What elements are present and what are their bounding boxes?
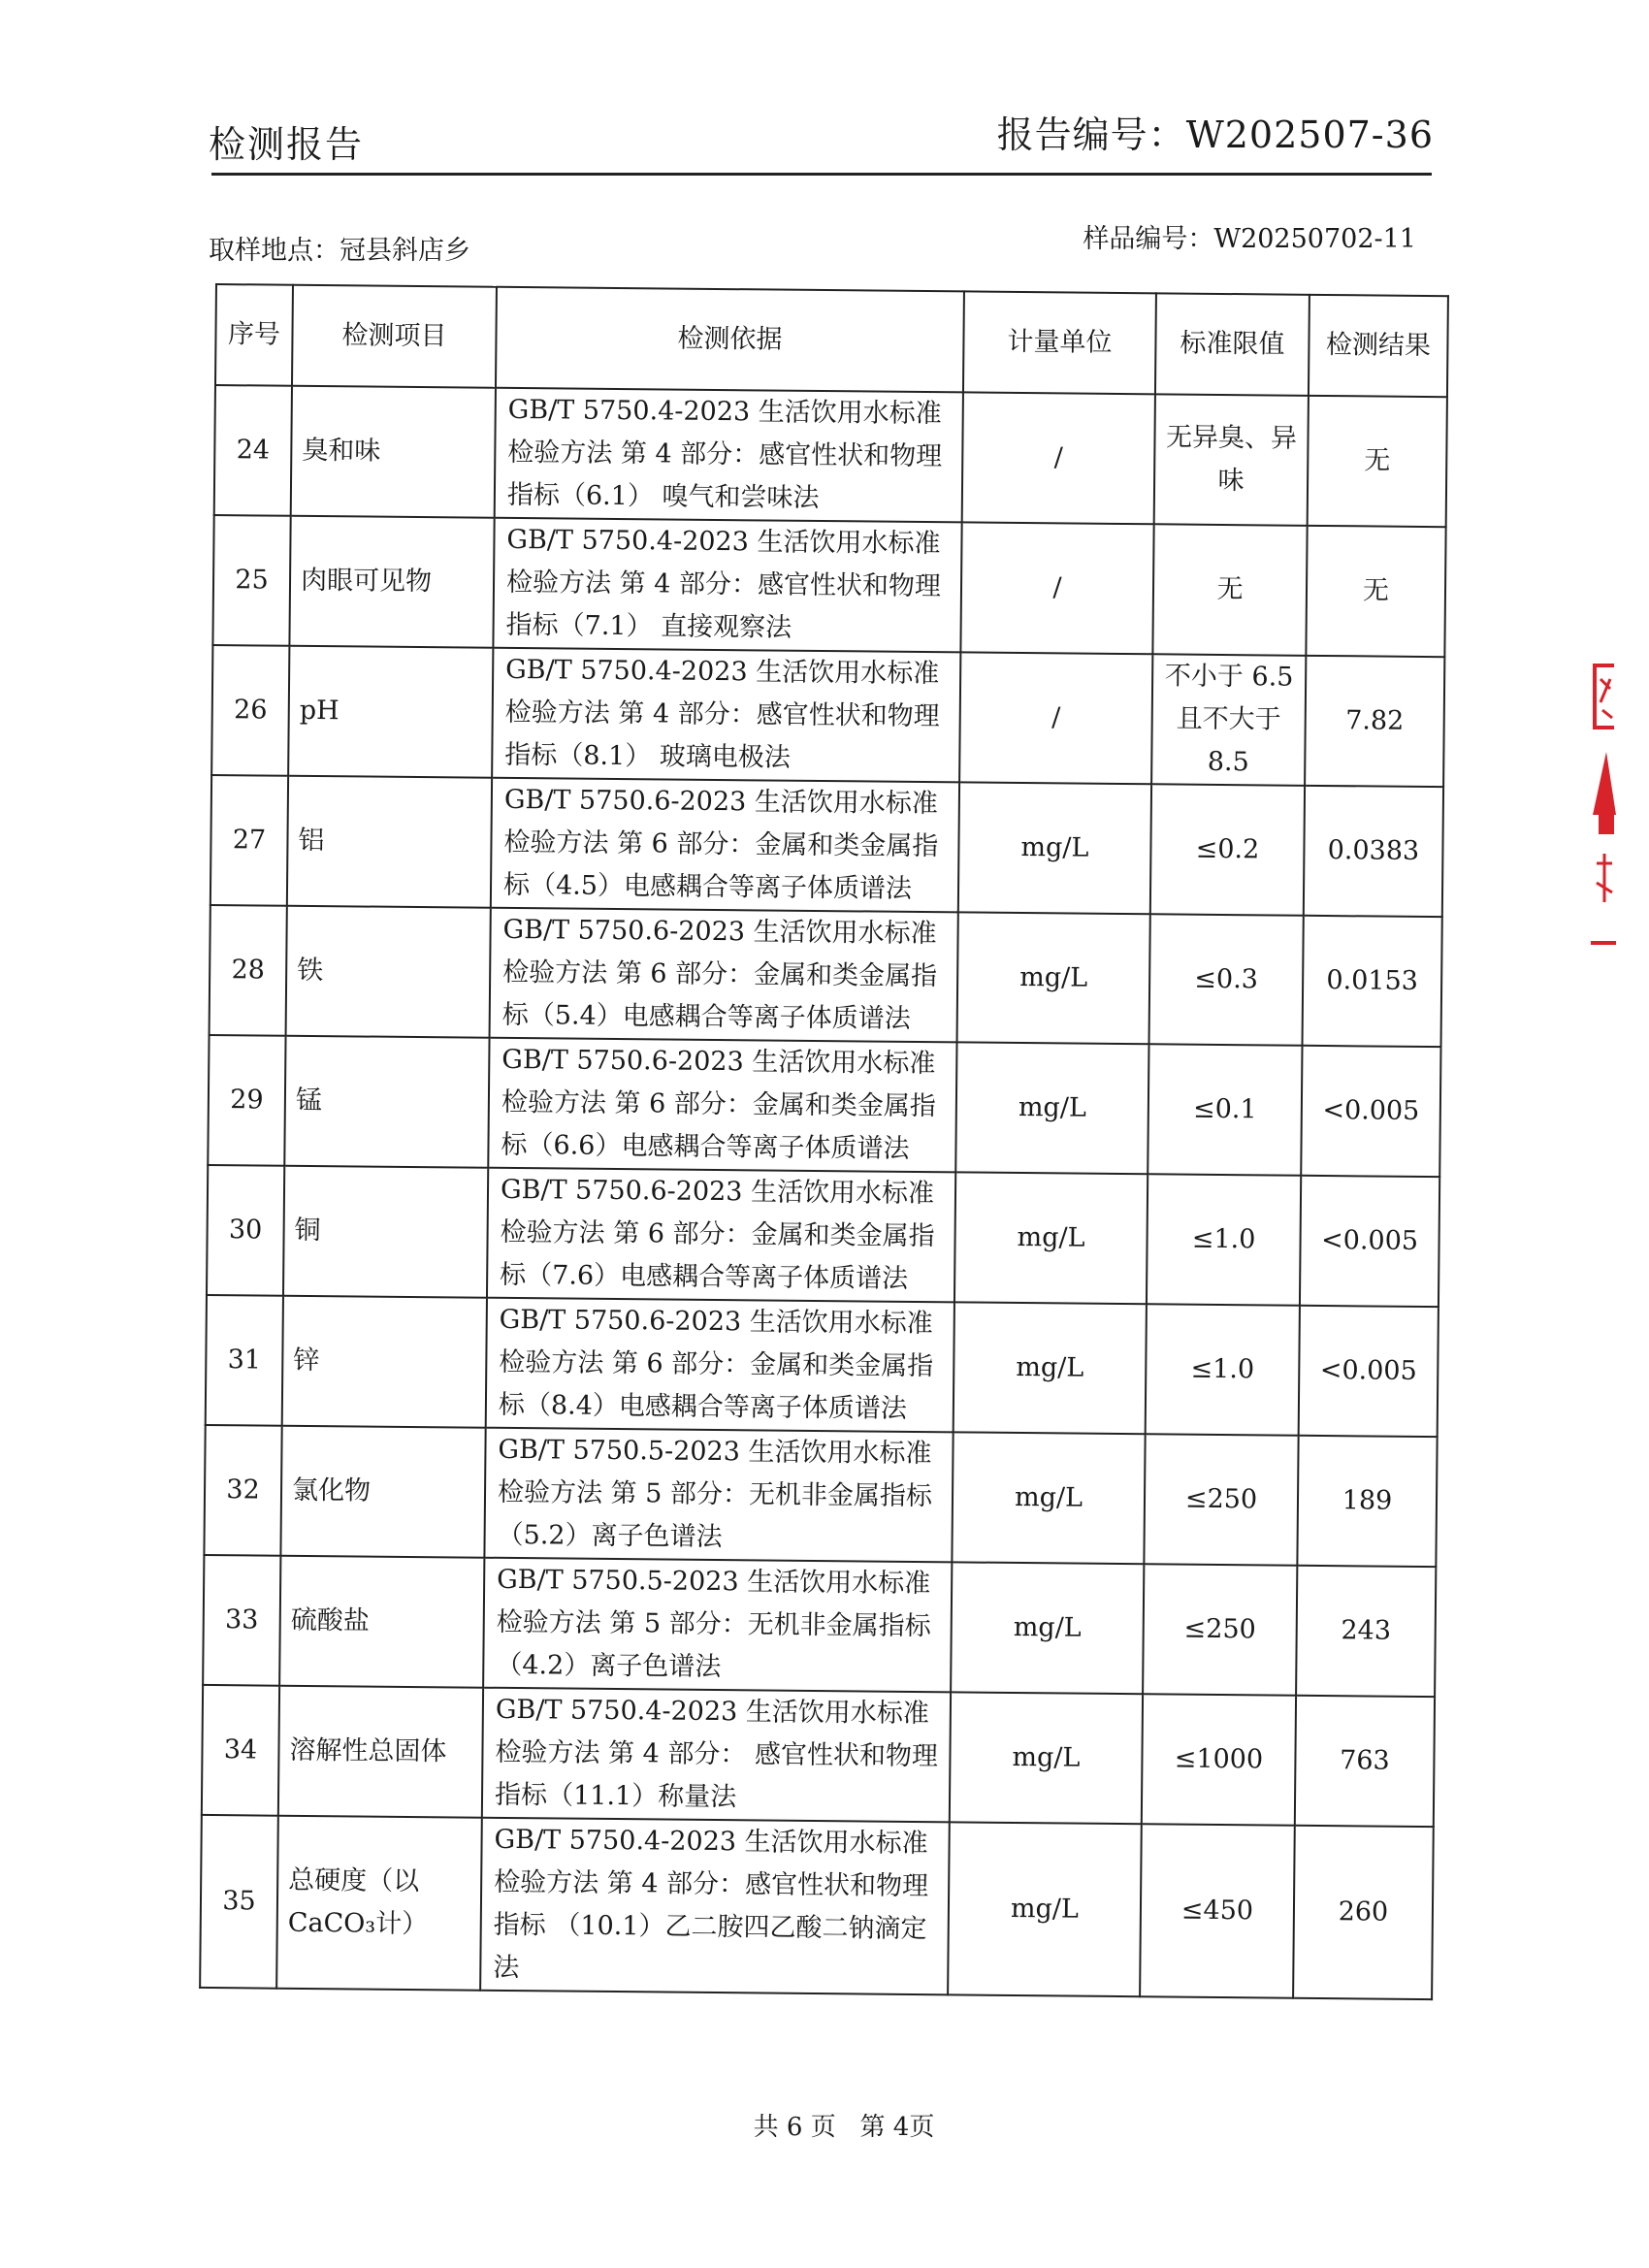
test-basis: GB/T 5750.6-2023 生活饮用水标准检验方法 第 6 部分：金属和类金属指标（7.6）电感耦合等离子体质谱法 [487,1168,955,1303]
test-result: <0.005 [1301,1046,1440,1177]
test-basis: GB/T 5750.4-2023 生活饮用水标准检验方法 第 4 部分：感官性状和物理指标 （10.1）乙二胺四乙酸二钠滴定法 [480,1818,950,1995]
current-page: 第 4页 [859,2113,935,2142]
table-row [206,1295,1439,1437]
test-result: 无 [1308,396,1447,527]
test-item: 臭和味 [291,386,496,518]
unit: mg/L [954,1172,1148,1304]
standard-limit: 无异臭、异味 [1154,394,1309,526]
test-item: 铝 [287,776,492,908]
row-number: 29 [208,1035,285,1166]
table-row [204,1425,1437,1567]
standard-limit: 无 [1152,524,1307,656]
header-divider [211,173,1432,176]
header-basis: 检测依据 [496,287,964,393]
table-row [200,1815,1434,1999]
test-basis: GB/T 5750.4-2023 生活饮用水标准检验方法 第 4 部分：感官性状和物理指标（8.1） 玻璃电极法 [492,648,960,783]
standard-limit: ≤250 [1144,1434,1298,1566]
standard-limit: ≤0.1 [1148,1044,1302,1176]
standard-limit: ≤450 [1140,1824,1295,1998]
standard-limit: ≤0.3 [1149,914,1304,1046]
sample-number-label: 样品编号： [1083,224,1214,254]
row-number: 32 [204,1425,281,1556]
table-row [203,1555,1436,1697]
table-row [211,645,1444,787]
unit: mg/L [948,1822,1142,1996]
test-basis: GB/T 5750.6-2023 生活饮用水标准检验方法 第 6 部分：金属和类金属指标（8.4）电感耦合等离子体质谱法 [486,1298,954,1433]
test-item: 锰 [284,1036,489,1168]
row-number: 35 [200,1815,278,1989]
standard-limit: ≤1.0 [1146,1304,1300,1436]
sampling-location-value: 冠县斜店乡 [340,236,470,266]
table-row [210,775,1443,917]
header-title: 检测报告 [209,123,365,166]
test-item: 硫酸盐 [279,1556,484,1688]
row-number: 33 [203,1555,280,1686]
report-number-value: W202507-36 [1185,113,1434,156]
header-result: 检测结果 [1309,295,1448,397]
test-result: 763 [1295,1696,1435,1827]
header-unit: 计量单位 [963,291,1156,394]
test-item: 溶解性总固体 [278,1686,483,1818]
test-basis: GB/T 5750.6-2023 生活饮用水标准检验方法 第 6 部分：金属和类金属指标（4.5）电感耦合等离子体质谱法 [491,778,959,913]
table-row [202,1685,1435,1827]
test-item: pH [288,646,493,778]
red-seal-stamp-fragment [1587,660,1620,951]
test-item: 总硬度（以CaCO₃计） [276,1816,482,1991]
test-basis: GB/T 5750.4-2023 生活饮用水标准检验方法 第 4 部分：感官性状和物理指标（7.1） 直接观察法 [493,518,961,653]
header-no: 序号 [215,284,293,386]
table-header-row [215,284,1448,397]
report-number [997,105,1434,158]
row-number: 24 [214,385,292,516]
test-result: 0.0153 [1303,916,1442,1047]
row-number: 31 [206,1295,283,1426]
table-row [210,905,1442,1047]
unit: / [960,522,1153,654]
report-number-label: 报告编号： [996,113,1186,156]
test-basis: GB/T 5750.4-2023 生活饮用水标准检验方法 第 4 部分： 感官性状和物理指标（11.1）称量法 [482,1688,951,1823]
row-number: 26 [211,645,289,776]
table-row [207,1165,1439,1307]
test-basis: GB/T 5750.6-2023 生活饮用水标准检验方法 第 6 部分：金属和类金属指标（5.4）电感耦合等离子体质谱法 [490,908,958,1043]
unit: mg/L [954,1302,1147,1434]
test-basis: GB/T 5750.5-2023 生活饮用水标准检验方法 第 5 部分：无机非金属指标（5.2）离子色谱法 [484,1428,953,1563]
results-table [199,283,1449,2000]
test-basis: GB/T 5750.5-2023 生活饮用水标准检验方法 第 5 部分：无机非金属指标（4.2）离子色谱法 [483,1558,952,1693]
header-limit: 标准限值 [1155,293,1310,396]
unit: / [959,652,1152,784]
row-number: 27 [210,775,288,906]
unit: / [962,392,1155,524]
test-item: 铁 [286,906,491,1038]
table-row [208,1035,1440,1177]
test-result: 7.82 [1305,656,1444,787]
sample-number-value: W20250702-11 [1213,224,1416,254]
test-basis: GB/T 5750.6-2023 生活饮用水标准检验方法 第 6 部分：金属和类金属指标（6.6）电感耦合等离子体质谱法 [488,1038,956,1173]
page-footer [0,2107,1649,2143]
table-row [212,515,1445,657]
table-row [214,385,1447,527]
unit: mg/L [955,1042,1148,1174]
sampling-location-label: 取样地点： [209,236,340,266]
test-result: 0.0383 [1304,786,1443,917]
header-item: 检测项目 [292,285,497,388]
row-number: 25 [212,515,290,646]
test-result: 无 [1306,526,1445,657]
sampling-location [209,229,470,267]
total-pages: 共 6 页 [753,2113,836,2142]
unit: mg/L [957,912,1150,1044]
test-item: 肉眼可见物 [289,516,494,648]
test-result: <0.005 [1300,1176,1439,1307]
test-item: 铜 [283,1166,488,1298]
standard-limit: ≤250 [1143,1564,1297,1696]
test-basis: GB/T 5750.4-2023 生活饮用水标准检验方法 第 4 部分：感官性状和物理指标（6.1） 嗅气和尝味法 [495,388,963,523]
test-item: 氯化物 [280,1426,485,1558]
test-result: 260 [1293,1826,1434,1999]
test-result: <0.005 [1299,1306,1439,1437]
standard-limit: ≤1000 [1142,1694,1296,1826]
test-item: 锌 [282,1296,487,1428]
row-number: 30 [207,1165,284,1296]
sample-number [1083,217,1416,255]
standard-limit: ≤1.0 [1147,1174,1301,1306]
unit: mg/L [950,1692,1143,1824]
row-number: 28 [210,905,287,1036]
test-result: 243 [1296,1566,1436,1697]
standard-limit: ≤0.2 [1150,784,1305,916]
unit: mg/L [958,782,1151,914]
test-result: 189 [1297,1436,1437,1567]
unit: mg/L [951,1562,1144,1694]
standard-limit: 不小于 6.5 且不大于 8.5 [1151,654,1306,786]
row-number: 34 [202,1685,279,1816]
unit: mg/L [952,1432,1145,1564]
